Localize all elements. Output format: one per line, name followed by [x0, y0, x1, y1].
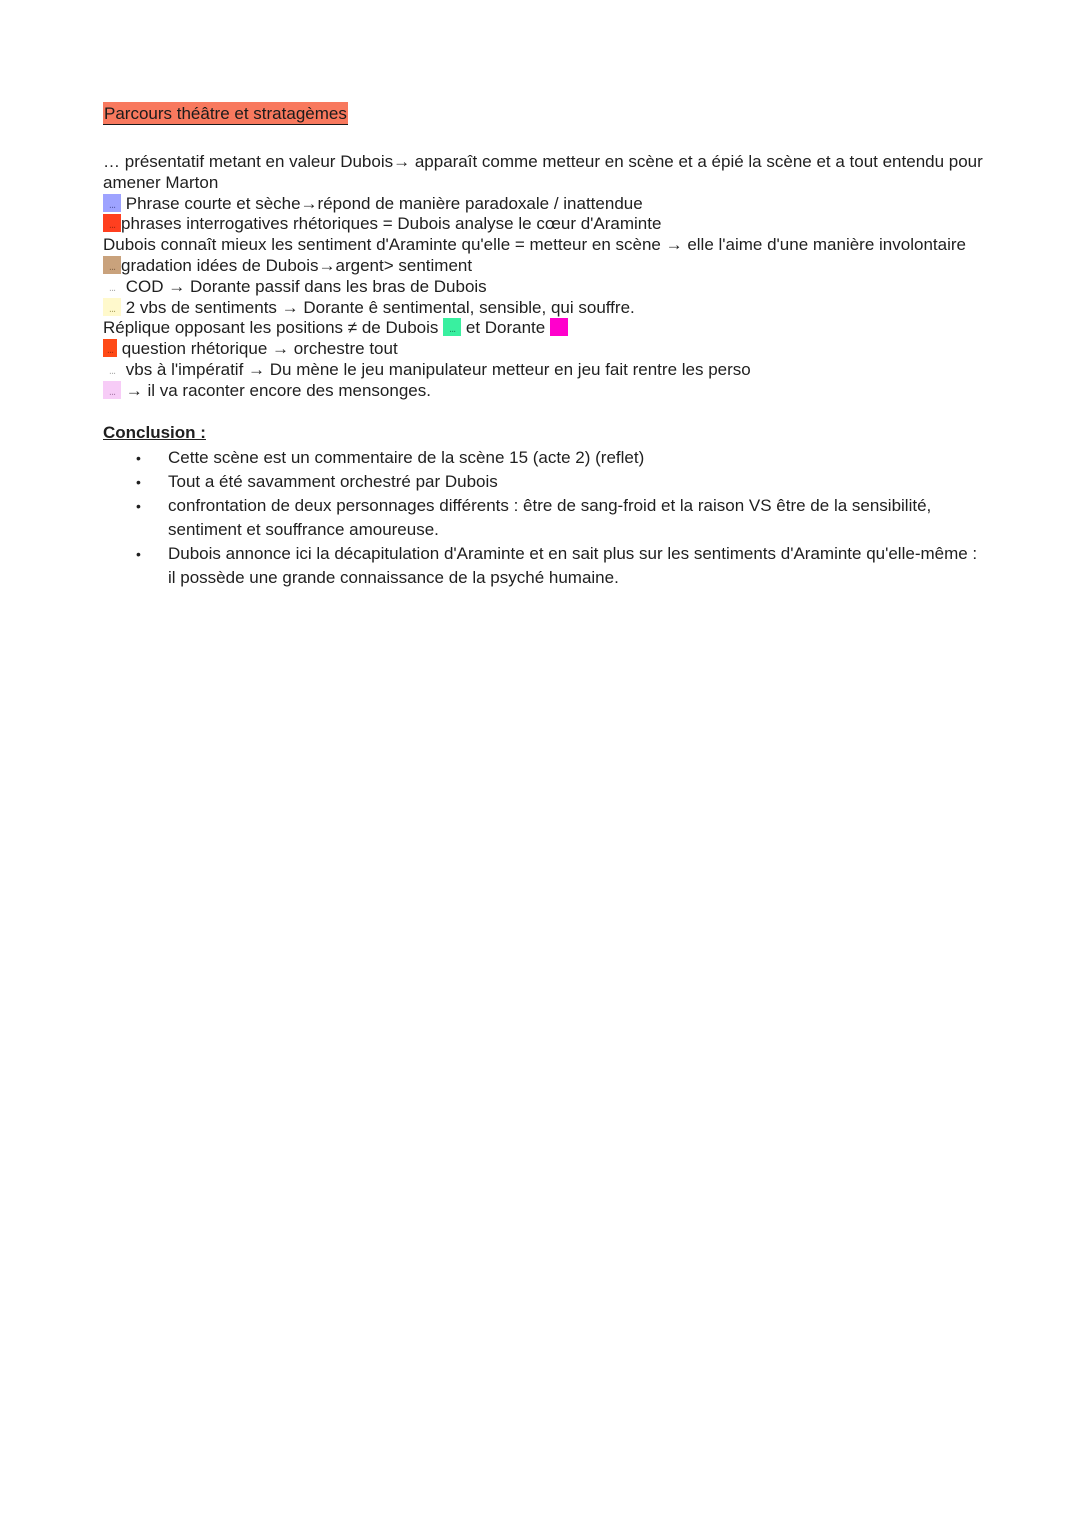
conclusion-list	[103, 446, 983, 590]
note-8-text-b: et Dorante	[465, 318, 546, 338]
conclusion-item-text: Dubois annonce ici la décapitulation d'Araminte et en sait plus sur les sentiments d'Araminte qu'elle-même : il possède une grande connaissance de la psyché humaine.	[168, 544, 978, 588]
swatch-red-orange: ...	[103, 339, 117, 357]
document-title: Parcours théâtre et stratagèmes	[104, 104, 347, 123]
note-9-text: question rhétorique → orchestre tout	[121, 339, 398, 359]
note-8	[103, 318, 983, 339]
note-4-text: Dubois connaît mieux les sentiment d'Araminte qu'elle = metteur en scène → elle l'aime d'une manière involontaire	[103, 235, 966, 255]
bullet-icon: •	[136, 474, 141, 491]
conclusion-item-text: Tout a été savamment orchestré par Dubois	[168, 472, 498, 492]
conclusion-item	[136, 542, 983, 590]
note-11-text: → il va raconter encore des mensonges.	[125, 380, 431, 400]
note-7	[103, 298, 983, 319]
note-5-text: gradation idées de Dubois→argent> sentiment	[121, 255, 473, 275]
conclusion-item	[136, 494, 983, 542]
note-6-text: COD → Dorante passif dans les bras de Dubois	[125, 276, 487, 296]
bullet-icon: •	[136, 498, 141, 515]
note-2	[103, 194, 983, 215]
conclusion-item-text: Cette scène est un commentaire de la scène 15 (acte 2) (reflet)	[168, 448, 645, 468]
swatch-green: ...	[443, 318, 461, 336]
swatch-white-2: ...	[103, 360, 121, 378]
conclusion-section	[103, 423, 983, 591]
swatch-white: ...	[103, 277, 121, 295]
swatch-periwinkle: ...	[103, 194, 121, 212]
swatch-magenta	[550, 318, 568, 336]
note-2-text: Phrase courte et sèche→répond de manière paradoxale / inattendue	[125, 193, 643, 213]
conclusion-item-text: confrontation de deux personnages différents : être de sang-froid et la raison VS être de la sensibilité, sentiment et souffrance amoureuse.	[168, 496, 932, 540]
swatch-tan: ...	[103, 256, 121, 274]
conclusion-item	[136, 470, 983, 494]
bullet-icon: •	[136, 546, 141, 563]
note-3	[103, 214, 983, 235]
note-3-text: phrases interrogatives rhétoriques = Dubois analyse le cœur d'Araminte	[121, 214, 662, 234]
note-8-text-a: Réplique opposant les positions ≠ de Dubois	[103, 318, 439, 338]
title-line	[103, 102, 983, 125]
note-4	[103, 235, 983, 256]
note-7-text: 2 vbs de sentiments → Dorante ê sentimental, sensible, qui souffre.	[125, 297, 635, 317]
document-content	[103, 102, 983, 590]
conclusion-item	[136, 446, 983, 470]
note-9	[103, 339, 983, 360]
bullet-icon: •	[136, 450, 141, 467]
note-10	[103, 360, 983, 381]
note-1	[103, 152, 983, 194]
swatch-red: ...	[103, 214, 121, 232]
note-5	[103, 256, 983, 277]
note-6	[103, 277, 983, 298]
note-11	[103, 381, 983, 402]
note-10-text: vbs à l'impératif → Du mène le jeu manipulateur metteur en jeu fait rentre les perso	[125, 359, 751, 379]
swatch-lavender: ...	[103, 381, 121, 399]
conclusion-heading: Conclusion :	[103, 422, 206, 442]
note-1-marker: …	[103, 152, 120, 171]
swatch-pale-yellow: ...	[103, 298, 121, 316]
note-1-text: présentatif metant en valeur Dubois→ apparaît comme metteur en scène et a épié la scène et a tout entendu pour amener Marton	[103, 152, 983, 192]
